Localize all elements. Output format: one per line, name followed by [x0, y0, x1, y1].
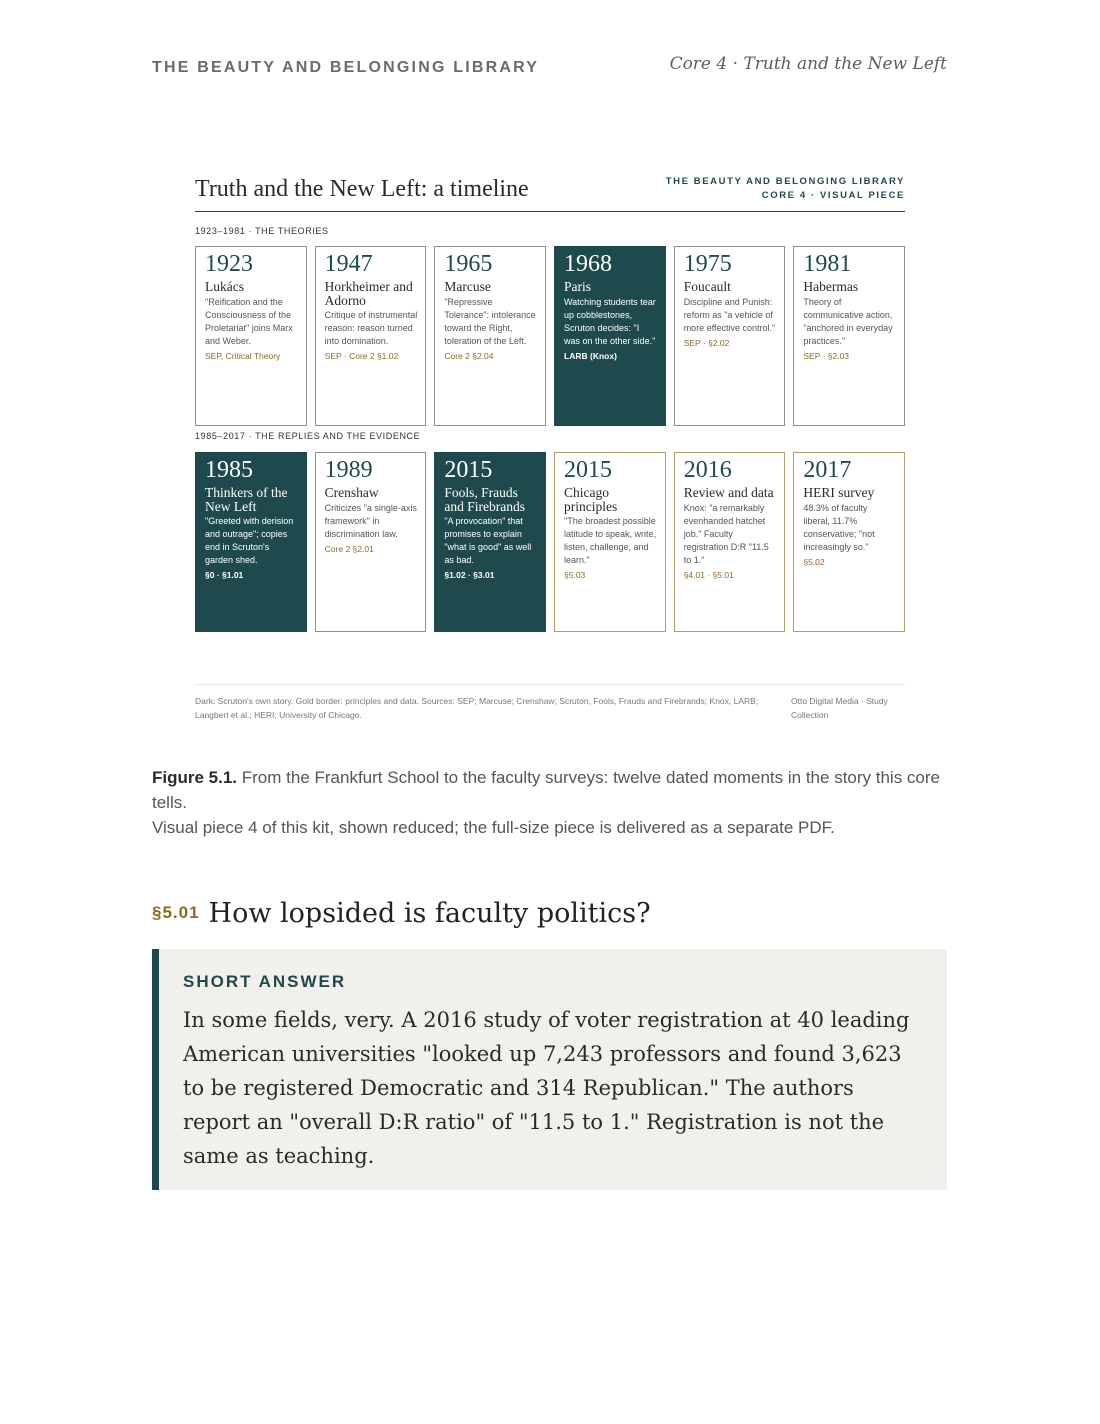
- timeline-card-scruton: [434, 452, 546, 632]
- card-source: Core 2 §2.04: [444, 350, 494, 361]
- card-name: HERI survey: [803, 485, 875, 500]
- card-year: 2015: [564, 457, 613, 483]
- card-source: SEP, Critical Theory: [205, 350, 281, 361]
- card-name: Horkheimer and Adorno: [324, 279, 413, 308]
- card-year: 2017: [803, 457, 852, 483]
- section-heading: [152, 898, 651, 929]
- card-source: SEP · §2.02: [683, 337, 730, 348]
- figure-caption: [152, 765, 952, 840]
- section-title: How lopsided is faculty politics?: [208, 898, 651, 929]
- card-description: Critique of instrumental reason: reason turned into domination.: [324, 310, 418, 346]
- timeline-card-evidence: [793, 452, 905, 632]
- card-name: Chicago principles: [564, 485, 618, 514]
- timeline-row-replies: [195, 452, 905, 632]
- band-label-replies: 1985–2017 · THE REPLIES AND THE EVIDENCE: [195, 431, 421, 441]
- card-source: §1.02 · §3.01: [444, 570, 495, 580]
- card-source: §4.01 · §5.01: [683, 569, 734, 580]
- card-year: 2016: [683, 457, 732, 483]
- card-description: 48.3% of faculty liberal, 11.7% conservative; "not increasingly so.": [803, 502, 875, 552]
- card-name: Review and data: [683, 485, 774, 500]
- timeline-credit: Otto Digital Media · Study Collection: [791, 696, 888, 720]
- running-head-core: Core 4 · Truth and the New Left: [669, 54, 947, 74]
- timeline-card: [793, 246, 905, 426]
- card-description: Knox: "a remarkably evenhanded hatchet job." Faculty registration D:R "11.5 to 1.": [683, 502, 769, 565]
- card-source: SEP · Core 2 §1.02: [324, 351, 399, 361]
- timeline-card: [434, 246, 546, 426]
- timeline-card: [315, 246, 427, 426]
- timeline-card: [315, 452, 427, 632]
- title-rule: [195, 211, 905, 212]
- short-answer-text: In some fields, very. A 2016 study of voter registration at 40 leading American universities "looked up 7,243 professors and found 3,623 to be registered Democratic and 314 Republican." The authors report an "overall D:R ratio" of "11.5 to 1." Registration is not the same as teaching.: [183, 1008, 910, 1168]
- card-year: 1985: [205, 457, 253, 483]
- card-year: 1989: [324, 457, 373, 483]
- card-year: 1965: [444, 251, 493, 277]
- card-name: Paris: [564, 279, 592, 294]
- timeline-card-scruton: [554, 246, 666, 426]
- card-year: 2015: [444, 457, 493, 483]
- card-year: 1947: [324, 251, 373, 277]
- card-source: §5.03: [564, 570, 586, 580]
- short-answer-box: [152, 949, 947, 1190]
- card-description: Discipline and Punish: reform as "a vehicle of more effective control.": [683, 296, 776, 333]
- card-name: Thinkers of the New Left: [205, 485, 288, 514]
- card-name: Foucault: [683, 279, 731, 294]
- timeline-card: [195, 246, 307, 426]
- card-source: §5.02: [803, 556, 825, 567]
- card-year: 1923: [205, 251, 253, 277]
- card-description: "Repressive Tolerance": intolerance toward the Right, toleration of the Left.: [444, 296, 536, 346]
- timeline-card: [674, 246, 786, 426]
- card-source: Core 2 §2.01: [324, 543, 374, 554]
- card-source: §0 · §1.01: [205, 570, 244, 580]
- card-name: Marcuse: [444, 279, 491, 294]
- card-name: Fools, Frauds and Firebrands: [444, 485, 525, 514]
- brand-line-2: CORE 4 · VISUAL PIECE: [761, 190, 905, 201]
- timeline-card-evidence: [674, 452, 786, 632]
- card-source: LARB (Knox): [564, 350, 617, 361]
- footnote-rule: [195, 684, 905, 685]
- card-name: Crenshaw: [324, 485, 379, 500]
- card-description: "Greeted with derision and outrage"; copies end in Scruton's garden shed.: [205, 516, 294, 565]
- timeline-brand: [666, 175, 905, 203]
- figure-label: Figure 5.1.: [152, 768, 238, 787]
- card-description: "A provocation" that promises to explain "what is good" as well as bad.: [444, 516, 532, 565]
- card-year: 1968: [564, 251, 613, 277]
- timeline-footnote: Dark: Scruton's own story. Gold border: principles and data. Sources: SEP; Marcuse; Crenshaw; Scruton, Fools, Frauds and Firebrands; Knox, LARB; Langbert et al.; HERI; University of Chicago.: [195, 696, 759, 720]
- card-year: 1975: [683, 251, 732, 277]
- timeline-card-evidence: [554, 452, 666, 632]
- figure-caption-text: From the Frankfurt School to the faculty surveys: twelve dated moments in the story this core tells.: [152, 768, 941, 812]
- card-description: "Reification and the Consciousness of the Proletariat" joins Marx and Weber.: [205, 296, 293, 346]
- short-answer-label: SHORT ANSWER: [183, 972, 347, 991]
- timeline-title: Truth and the New Left: a timeline: [195, 176, 529, 202]
- card-description: Criticizes "a single-axis framework" in discrimination law.: [324, 502, 417, 539]
- card-description: "The broadest possible latitude to speak, write, listen, challenge, and learn.": [564, 516, 657, 565]
- running-head-library: THE BEAUTY AND BELONGING LIBRARY: [152, 59, 540, 76]
- card-source: SEP · §2.03: [803, 350, 850, 361]
- card-description: Watching students tear up cobblestones, Scruton decides: "I was on the other side.": [564, 296, 656, 346]
- card-year: 1981: [803, 251, 852, 277]
- band-label-theories: 1923–1981 · THE THEORIES: [195, 226, 329, 236]
- timeline-card-scruton: [195, 452, 307, 632]
- card-name: Lukács: [205, 279, 244, 294]
- brand-line-1: THE BEAUTY AND BELONGING LIBRARY: [665, 176, 905, 187]
- section-number: §5.01: [152, 903, 200, 922]
- timeline-row-theories: [195, 246, 905, 426]
- card-name: Habermas: [803, 279, 859, 294]
- card-description: Theory of communicative action, "anchored in everyday practices.": [803, 296, 893, 346]
- figure-caption-note: Visual piece 4 of this kit, shown reduced; the full-size piece is delivered as a separate PDF.: [152, 818, 835, 837]
